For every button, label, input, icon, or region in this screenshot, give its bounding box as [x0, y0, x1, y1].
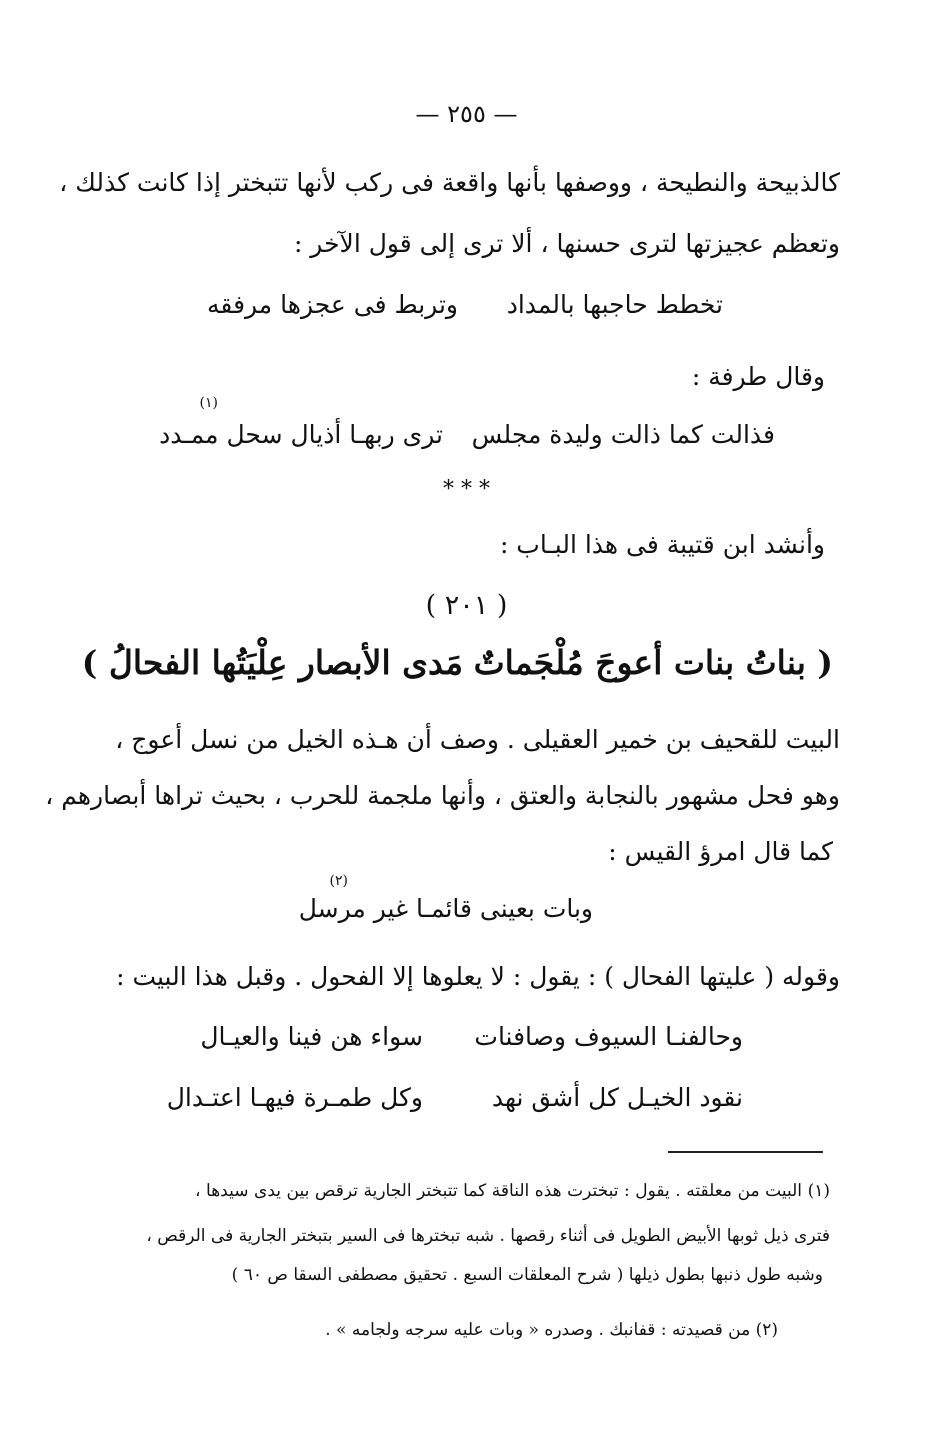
verse-4-right: وحالفنـا السيوف وصافنات [474, 1022, 743, 1051]
body-line-6: وهو فحل مشهور بالنجابة والعتق ، وأنها ملجمة للحرب ، بحيث تراها أبصارهم ، [45, 781, 840, 810]
footnote-1-line-3: وشبه طول ذنبها بطول ذيلها ( شرح المعلقات السبع . تحقيق مصطفى السقا ص ٦٠ ) [231, 1265, 823, 1285]
footnote-1-line-2: فترى ذيل ثوبها الأبيض الطويل فى أثناء رقصها . شبه تبخترها فى السير بتبختر الجارية فى الرقص ، [146, 1226, 830, 1246]
entry-number: ( ٢٠١ ) [425, 590, 508, 621]
body-line-4: وأنشد ابن قتيبة فى هذا البـاب : [499, 530, 825, 559]
verse-3: وبات بعينى قائمـا غير مرسل [298, 894, 593, 923]
verse-5-right: نقود الخيـل كل أشق نهد [491, 1083, 743, 1112]
verse-4-left: سواء هن فينا والعيـال [200, 1022, 423, 1051]
verse-2-left: ترى ربهـا أذيال سحل ممـدد [159, 420, 443, 449]
body-line-3: وقال طرفة : [691, 362, 825, 391]
body-line-5: البيت للقحيف بن خمير العقيلى . وصف أن هـذه الخيل من نسل أعوج ، [115, 725, 840, 754]
footnote-1-line-1: (١) البيت من معلقته . يقول : تبخترت هذه الناقة كما تتبختر الجارية ترقص بين يدى سيدها ، [195, 1181, 830, 1201]
verse-1-left: وتربط فى عجزها مرفقه [207, 290, 458, 319]
footnote-2: (٢) من قصيدته : قفانبك . وصدره « وبات عليه سرجه ولجامه » . [325, 1320, 778, 1340]
verse-5-left: وكل طمـرة فيهـا اعتـدال [166, 1083, 423, 1112]
footnote-marker-1: (١) [199, 395, 218, 411]
section-stars: * * * [443, 477, 490, 502]
body-line-2: وتعظم عجيزتها لترى حسنها ، ألا ترى إلى قول الآخر : [293, 229, 840, 258]
main-verse-right: ( بناتُ بنات أعوجَ مُلْجَماتٌ [473, 643, 833, 682]
footnote-marker-2: (٢) [329, 873, 348, 889]
body-line-1: كالذبيحة والنطيحة ، ووصفها بأنها واقعة فى ركب لأنها تتبختر إذا كانت كذلك ، [59, 168, 840, 197]
body-line-7: كما قال امرؤ القيس : [608, 837, 833, 866]
verse-1-right: تخطط حاجبها بالمداد [506, 290, 723, 319]
body-line-8: وقوله ( عليتها الفحال ) : يقول : لا يعلوها إلا الفحول . وقبل هذا البيت : [116, 962, 840, 991]
page-number: — ٢٥٥ — [415, 100, 518, 128]
footnote-separator [668, 1151, 823, 1153]
main-verse-left: مَدى الأبصار عِلْيَتُها الفحالُ ) [81, 643, 463, 682]
verse-2-right: فذالت كما ذالت وليدة مجلس [471, 420, 775, 449]
